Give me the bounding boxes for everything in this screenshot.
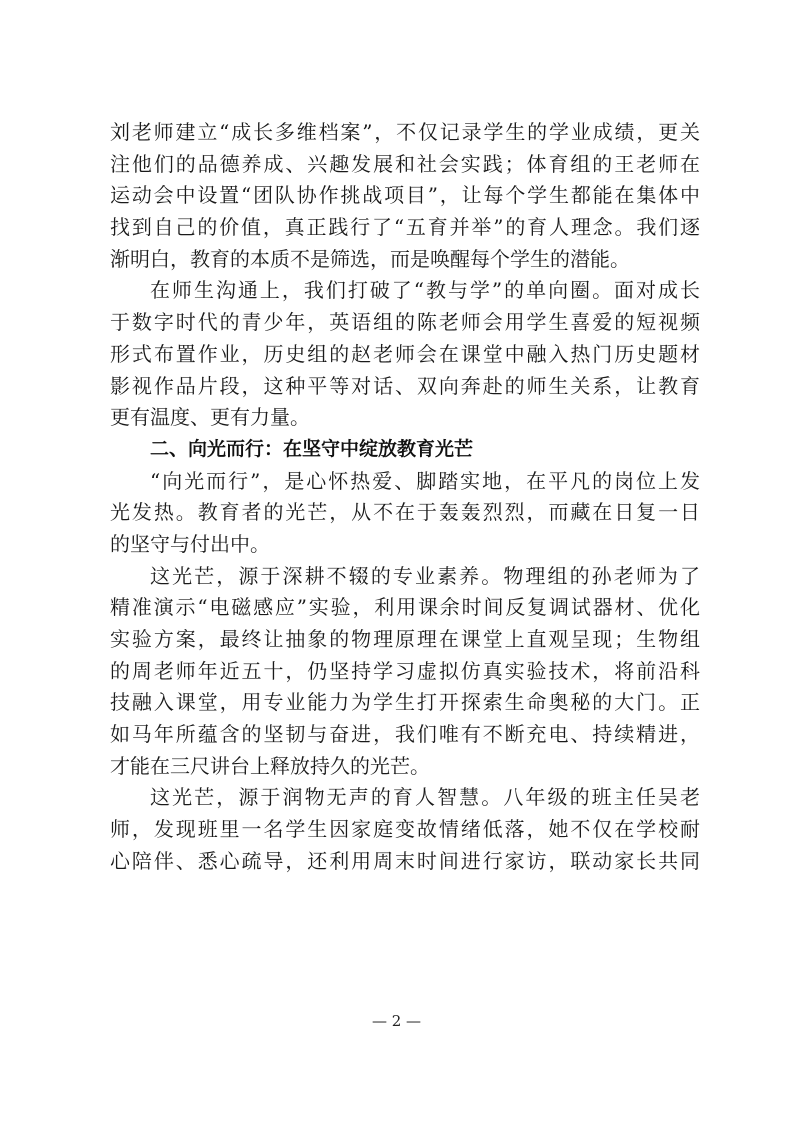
text-line: 形式布置作业，历史组的赵老师会在课堂中融入热门历史题材 [110,341,700,366]
text-line: 找到自己的价值，真正践行了“五育并举”的育人理念。我们逐 [110,215,700,240]
text-line: 实验方案，最终让抽象的物理原理在课堂上直观呈现；生物组 [110,627,700,651]
text-line: 更有温度、更有力量。 [110,405,310,430]
text-line: 心陪伴、悉心疏导，还利用周末时间进行家访，联动家长共同 [110,848,700,873]
text-line: 的坚守与付出中。 [110,531,270,556]
text-line: 技融入课堂，用专业能力为学生打开探索生命奥秘的大门。正 [110,690,700,715]
text-line: 运动会中设置“团队协作挑战项目”，让每个学生都能在集体中 [110,183,700,208]
text-line: 光发热。教育者的光芒，从不在于轰轰烈烈，而藏在日复一日 [110,500,700,525]
text-line: 才能在三尺讲台上释放持久的光芒。 [110,753,430,778]
text-line: 注他们的品德养成、兴趣发展和社会实践；体育组的王老师在 [110,151,700,176]
text-line: 渐明白，教育的本质不是筛选，而是唤醒每个学生的潜能。 [110,246,630,271]
text-line: 在师生沟通上，我们打破了“教与学”的单向圈。面对成长 [150,278,700,303]
text-line: 这光芒，源于深耕不辍的专业素养。物理组的孙老师为了 [150,563,700,588]
body-text [110,117,700,878]
text-line: 精准演示“电磁感应”实验，利用课余时间反复调试器材、优化 [110,595,700,620]
text-line: 这光芒，源于润物无声的育人智慧。八年级的班主任吴老 [150,785,700,810]
text-line: 刘老师建立“成长多维档案”，不仅记录学生的学业成绩，更关 [110,120,700,144]
section-heading: 二、向光而行：在坚守中绽放教育光芒 [150,437,474,460]
text-line: 如马年所蕴含的坚韧与奋进，我们唯有不断充电、持续精进， [110,722,700,747]
page-number: — 2 — [371,1012,422,1030]
text-line: 于数字时代的青少年，英语组的陈老师会用学生喜爱的短视频 [110,310,700,335]
text-line: “向光而行”，是心怀热爱、脚踏实地，在平凡的岗位上发 [150,468,700,493]
text-line: 影视作品片段，这种平等对话、双向奔赴的师生关系，让教育 [110,373,700,398]
text-line: 师，发现班里一名学生因家庭变故情绪低落，她不仅在学校耐 [110,817,700,842]
text-line: 的周老师年近五十，仍坚持学习虚拟仿真实验技术，将前沿科 [110,658,700,683]
